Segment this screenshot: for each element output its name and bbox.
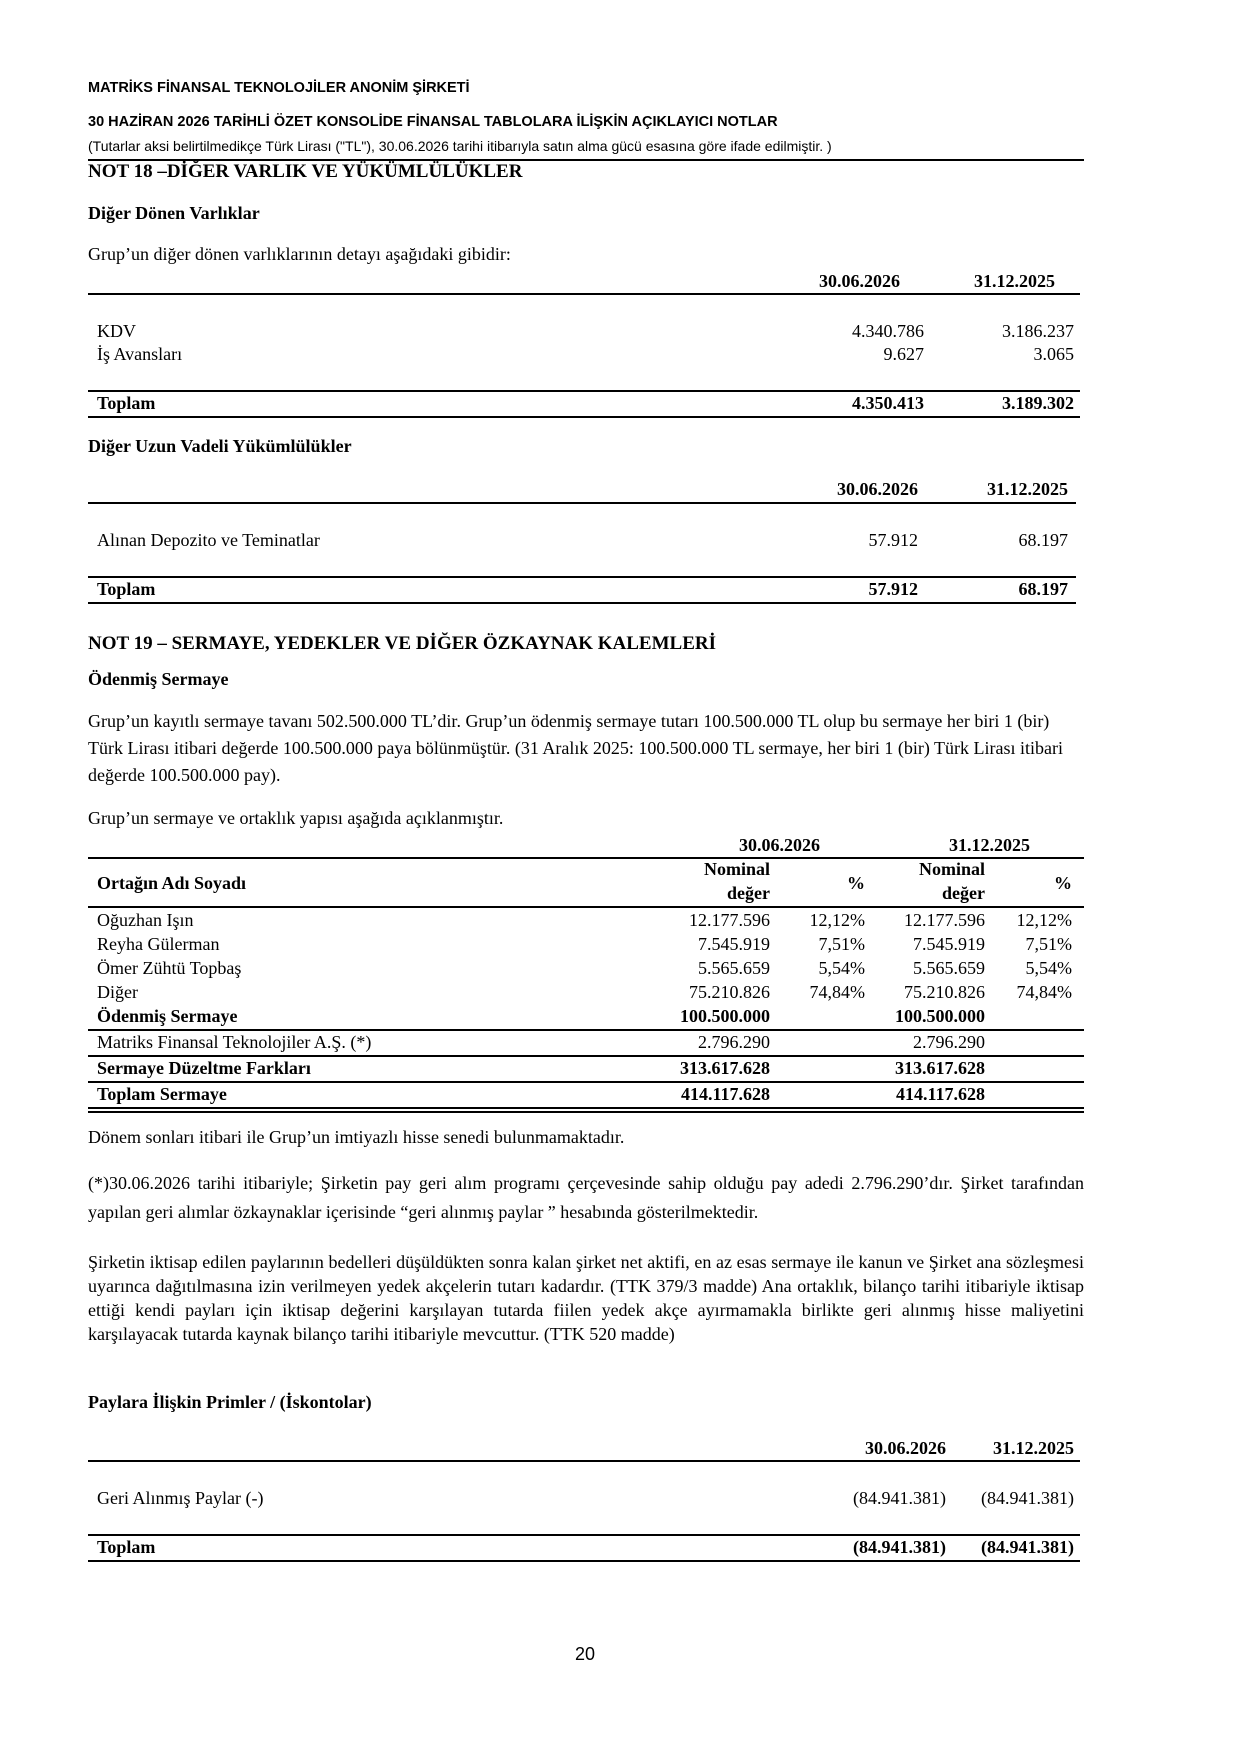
currency-note: (Tutarlar aksi belirtilmedikçe Türk Lirası ("TL"), 30.06.2026 tarihi itibarıyla satın alma gücü esasına göre ifade edilmiştir. ) [88,138,832,154]
shareholder-pct-1: 74,84% [809,982,865,1002]
table-row-label: İş Avansları [97,344,183,364]
capital-adjustment-label: Sermaye Düzeltme Farkları [97,1058,311,1078]
privileged-shares-text: Dönem sonları itibari ile Grup’un imtiyazlı hisse senedi bulunmamaktadır. [88,1127,625,1147]
treasury-shares-label: Matriks Finansal Teknolojiler A.Ş. (*) [97,1032,372,1052]
long-term-col-2: 31.12.2025 [987,479,1068,499]
table-rule [88,1055,1084,1057]
shareholder-pct-2: 7,51% [1025,934,1072,954]
table-cell-value: 57.912 [868,530,918,550]
treasury-shares-value-2: 2.796.290 [913,1032,985,1052]
shareholder-pct-1: 12,12% [809,910,865,930]
table-row-label: Geri Alınmış Paylar (-) [97,1488,264,1508]
shareholders-col-pct-1: % [847,873,865,893]
shareholders-col-pct-2: % [1054,873,1072,893]
table-rule [88,1029,1084,1031]
shareholder-nominal-1: 75.210.826 [689,982,770,1002]
table-cell-value: (84.941.381) [981,1488,1074,1508]
table-cell-value: 9.627 [883,344,924,364]
capital-structure-intro: Grup’un sermaye ve ortaklık yapısı aşağıda açıklanmıştır. [88,808,504,828]
table-total-value: 4.350.413 [852,393,924,413]
table-total-label: Toplam [97,393,156,413]
shareholder-pct-1: 7,51% [818,934,865,954]
paid-capital-label: Ödenmiş Sermaye [97,1006,238,1026]
paid-capital-title: Ödenmiş Sermaye [88,669,229,689]
table-total-label: Toplam [97,579,156,599]
shareholders-col-name: Ortağın Adı Soyadı [97,873,247,893]
table-rule [88,1107,1084,1109]
shareholders-col-nominal-1b: değer [727,883,770,903]
table-total-label: Toplam [97,1537,156,1557]
treasury-shares-value-1: 2.796.290 [698,1032,770,1052]
paid-capital-paragraph: Grup’un kayıtlı sermaye tavanı 502.500.000 TL’dir. Grup’un ödenmiş sermaye tutarı 100.500.000 TL olup bu sermaye her biri 1 (bir) Türk Lirası itibari değerde 100.500.000 paya bölünmüştür. (31 Aralık 2025: 100.500.000 TL sermaye, her biri 1 (bir) Türk Lirası itibari değerde 100.500.000 pay). [88,711,1063,785]
table-cell-value: 3.186.237 [1002,321,1074,341]
table-total-value: 57.912 [868,579,918,599]
paid-capital-value-2: 100.500.000 [895,1006,985,1026]
capital-adjustment-value-2: 313.617.628 [895,1058,985,1078]
shareholder-nominal-1: 7.545.919 [698,934,770,954]
table-rule [88,416,1080,418]
table-rule [88,293,1080,295]
shareholder-nominal-2: 12.177.596 [904,910,985,930]
table-total-value: 3.189.302 [1002,393,1074,413]
table-total-value: (84.941.381) [981,1537,1074,1557]
shareholder-nominal-2: 75.210.826 [904,982,985,1002]
shareholder-pct-1: 5,54% [818,958,865,978]
table-cell-value: 68.197 [1018,530,1068,550]
page-number: 20 [574,1644,596,1664]
table-cell-value: 3.065 [1033,344,1074,364]
table-rule [88,390,1080,392]
current-assets-col-2: 31.12.2025 [974,271,1055,291]
note18-title: NOT 18 –DİĞER VARLIK VE YÜKÜMLÜLÜKLER [88,161,523,182]
total-capital-label: Toplam Sermaye [97,1084,227,1104]
shareholder-pct-2: 12,12% [1016,910,1072,930]
paid-capital-value-1: 100.500.000 [680,1006,770,1026]
shareholders-col-nominal-1a: Nominal [703,859,770,879]
shareholders-col-nominal-2b: değer [942,883,985,903]
current-assets-col-1: 30.06.2026 [819,271,900,291]
shareholder-pct-2: 74,84% [1016,982,1072,1002]
shareholder-name: Ömer Zühtü Topbaş [97,958,242,978]
shareholder-name: Oğuzhan Işın [97,910,194,930]
premiums-col-1: 30.06.2026 [865,1438,946,1458]
table-total-value: (84.941.381) [853,1537,946,1557]
table-rule [88,1534,1080,1536]
company-name: MATRİKS FİNANSAL TEKNOLOJİLER ANONİM ŞİRKETİ [88,80,470,96]
total-capital-value-2: 414.117.628 [895,1084,985,1104]
table-cell-value: 4.340.786 [852,321,924,341]
shareholders-period-2: 31.12.2025 [949,835,1030,855]
shareholder-nominal-2: 7.545.919 [913,934,985,954]
shareholder-nominal-1: 12.177.596 [689,910,770,930]
table-rule [88,602,1076,604]
table-rule [88,906,1084,908]
shareholder-pct-2: 5,54% [1025,958,1072,978]
long-term-col-1: 30.06.2026 [837,479,918,499]
shareholder-nominal-2: 5.565.659 [913,958,985,978]
shareholders-col-nominal-2a: Nominal [918,859,985,879]
shareholder-name: Reyha Gülerman [97,934,220,954]
premiums-title: Paylara İlişkin Primler / (İskontolar) [88,1392,372,1412]
premiums-col-2: 31.12.2025 [993,1438,1074,1458]
table-total-value: 68.197 [1018,579,1068,599]
table-double-rule [88,1111,1084,1113]
reserve-paragraph: Şirketin iktisap edilen paylarının bedelleri düşüldükten sonra kalan şirket net aktifi, en az esas sermaye ile kanun ve Şirket ana sözleşmesi uyarınca dağıtılmasına izin verilmeyen yedek akçelerin tutarı kadardır. (TTK 379/3 madde) Ana ortaklık, bilanço tarihi itibariyle iktisap ettiği kendi payları için iktisap değerini karşılayan tutarda fiilen yedek akçe ayırmamakla birlikte geri alınmış hisse maliyetini karşılayacak tutarda kaynak bilanço tarihi itibariyle mevcuttur. (TTK 520 madde) [88,1252,1084,1344]
note19-title: NOT 19 – SERMAYE, YEDEKLER VE DİĞER ÖZKAYNAK KALEMLERİ [88,633,717,654]
buyback-paragraph: (*)30.06.2026 tarihi itibariyle; Şirketin pay geri alım programı çerçevesinde sahip olduğu pay adedi 2.796.290’dır. Şirket tarafından yapılan geri alımlar özkaynaklar içerisinde “geri alınmış paylar ” hesabında gösterilmektedir. [88,1173,1084,1222]
table-rule [88,576,1076,578]
table-row-label: KDV [97,321,136,341]
long-term-title: Diğer Uzun Vadeli Yükümlülükler [88,436,352,456]
table-rule [88,1460,1080,1462]
total-capital-value-1: 414.117.628 [680,1084,770,1104]
shareholder-name: Diğer [97,982,138,1002]
shareholders-period-1: 30.06.2026 [739,835,820,855]
table-rule [88,1081,1084,1083]
table-rule [88,1560,1080,1562]
table-row-label: Alınan Depozito ve Teminatlar [97,530,320,550]
capital-adjustment-value-1: 313.617.628 [680,1058,770,1078]
table-rule [88,502,1076,504]
table-cell-value: (84.941.381) [853,1488,946,1508]
report-subtitle: 30 HAZİRAN 2026 TARİHLİ ÖZET KONSOLİDE FİNANSAL TABLOLARA İLİŞKİN AÇIKLAYICI NOTLAR [88,114,778,130]
current-assets-title: Diğer Dönen Varlıklar [88,203,260,223]
current-assets-intro: Grup’un diğer dönen varlıklarının detayı aşağıdaki gibidir: [88,244,511,264]
shareholder-nominal-1: 5.565.659 [698,958,770,978]
